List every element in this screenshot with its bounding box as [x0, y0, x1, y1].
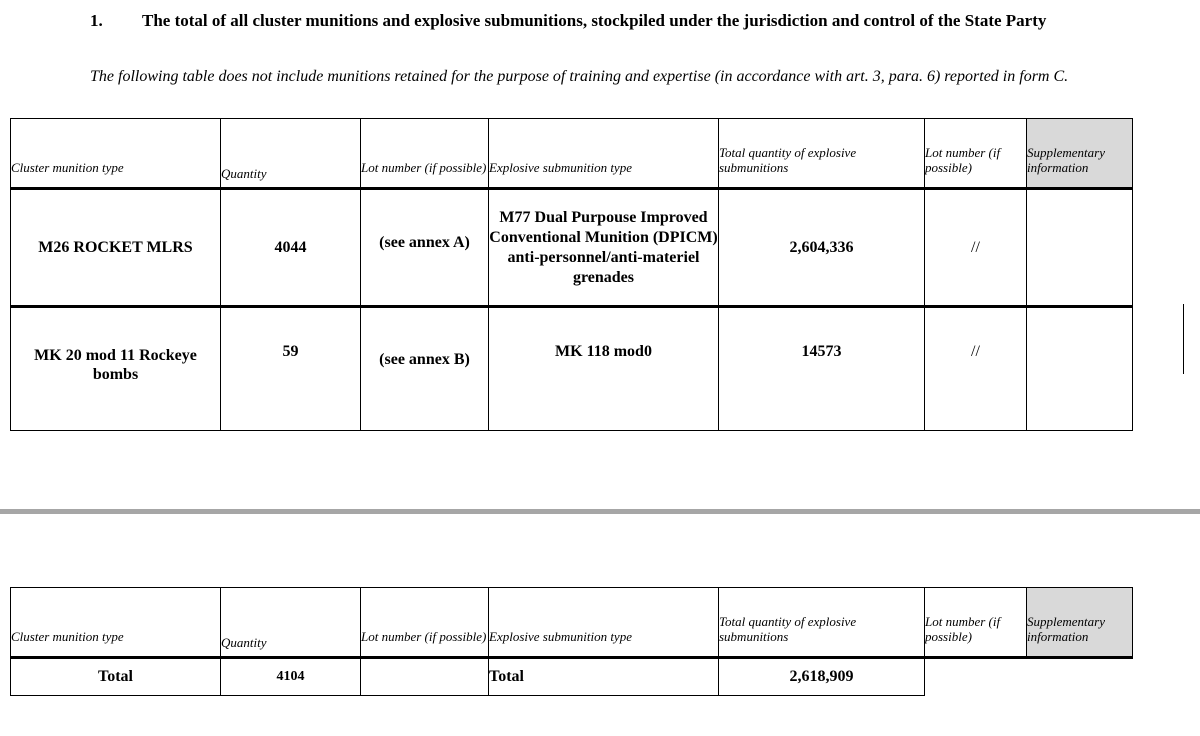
total-submunition-label: Total	[489, 658, 719, 696]
cell-lot-number-2: //	[925, 307, 1027, 431]
total-label: Total	[11, 658, 221, 696]
total-submunitions-quantity: 2,618,909	[719, 658, 925, 696]
total-lot-empty	[361, 658, 489, 696]
table-row	[11, 189, 1133, 307]
col-header-supplementary: Supplementary information	[1027, 119, 1133, 189]
page-edge-mark	[1183, 304, 1184, 374]
total-empty-2	[1027, 658, 1133, 696]
col-header-submunition-type: Explosive submunition type	[489, 119, 719, 189]
col-header-submunition-type: Explosive submunition type	[489, 588, 719, 658]
stockpile-table	[10, 118, 1133, 431]
col-header-lot: Lot number (if possible)	[361, 588, 489, 658]
col-header-total-quantity: Total quantity of explosive submunitions	[719, 119, 925, 189]
page-divider	[0, 509, 1200, 514]
col-header-lot-2: Lot number (if possible)	[925, 588, 1027, 658]
col-header-type: Cluster munition type	[11, 588, 221, 658]
cell-total-quantity: 2,604,336	[719, 189, 925, 307]
col-header-total-quantity: Total quantity of explosive submunitions	[719, 588, 925, 658]
table-note: The following table does not include munitions retained for the purpose of training and expertise (in accordance with art. 3, para. 6) reported in form C.	[90, 68, 1069, 85]
total-quantity: 4104	[221, 658, 361, 696]
table-header-row	[11, 119, 1133, 189]
section-title: The total of all cluster munitions and explosive submunitions, stockpiled under the jurisdiction and control of the State Party	[142, 11, 1047, 30]
totals-table	[10, 587, 1133, 696]
cell-quantity: 4044	[221, 189, 361, 307]
col-header-type: Cluster munition type	[11, 119, 221, 189]
cell-lot-number: (see annex B)	[361, 307, 489, 431]
col-header-quantity: Quantity	[221, 588, 361, 658]
cell-submunition-type: MK 118 mod0	[489, 307, 719, 431]
cell-supplementary	[1027, 307, 1133, 431]
total-empty-1	[925, 658, 1027, 696]
cell-munition-type: M26 ROCKET MLRS	[11, 189, 221, 307]
totals-header-row	[11, 588, 1133, 658]
cell-munition-type: MK 20 mod 11 Rockeye bombs	[11, 307, 221, 431]
cell-supplementary	[1027, 189, 1133, 307]
col-header-supplementary: Supplementary information	[1027, 588, 1133, 658]
section-number: 1.	[90, 11, 103, 30]
cell-lot-number: (see annex A)	[361, 189, 489, 307]
section-heading	[90, 10, 1090, 32]
col-header-lot: Lot number (if possible)	[361, 119, 489, 189]
col-header-quantity: Quantity	[221, 119, 361, 189]
cell-total-quantity: 14573	[719, 307, 925, 431]
cell-submunition-type: M77 Dual Purpouse Improved Conventional Munition (DPICM) anti-personnel/anti-materiel grenades	[489, 189, 719, 307]
totals-row	[11, 658, 1133, 696]
table-row	[11, 307, 1133, 431]
cell-lot-number-2: //	[925, 189, 1027, 307]
col-header-lot-2: Lot number (if possible)	[925, 119, 1027, 189]
cell-quantity: 59	[221, 307, 361, 431]
